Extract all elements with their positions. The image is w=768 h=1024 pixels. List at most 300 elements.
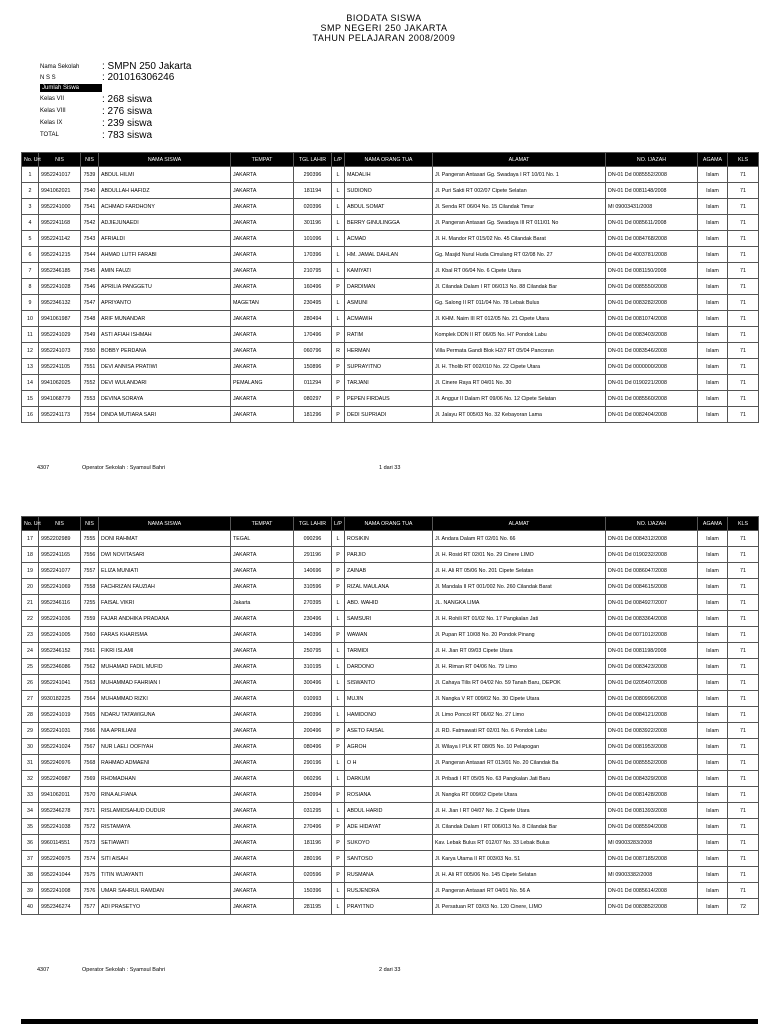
col-no-ijazah-cell: DN-01 Dd 0085560/2008 xyxy=(606,391,698,407)
col-nis-cell: 9952241031 xyxy=(39,723,81,739)
col-lp-cell: P xyxy=(332,547,345,563)
col-kls-cell: 71 xyxy=(728,851,759,867)
col-nama-orang-tua-cell: RUSJENDRA xyxy=(345,883,433,899)
col-alamat-cell: Villa Permata Gandi Blok H2/7 RT 05/04 Pancoran xyxy=(433,343,606,359)
col-tgl-lahir-cell: 080496 xyxy=(294,739,332,755)
col-nis-short-cell: 7570 xyxy=(81,787,99,803)
table-row xyxy=(22,263,759,279)
col-alamat-cell: Jl. Wilaya I PLK RT 08/05 No. 10 Pelapogan xyxy=(433,739,606,755)
col-tempat-cell: JAKARTA xyxy=(231,579,294,595)
total-label: TOTAL xyxy=(40,132,59,138)
col-alamat-cell: Jl. H. Tholib RT 002/010 No. 22 Cipete Utara xyxy=(433,359,606,375)
col-lp-cell: P xyxy=(332,627,345,643)
col-tempat-cell: JAKARTA xyxy=(231,835,294,851)
col-nama-orang-tua-cell: TARJANI xyxy=(345,375,433,391)
col-nis-short-cell: 7576 xyxy=(81,883,99,899)
col-lp-cell: P xyxy=(332,391,345,407)
col-tgl-lahir-cell: 281195 xyxy=(294,899,332,915)
col-nis-cell: 9952241028 xyxy=(39,279,81,295)
col-no-cell: 13 xyxy=(22,359,39,375)
col-no-cell: 1 xyxy=(22,167,39,183)
col-agama-cell: Islam xyxy=(698,851,728,867)
col-tgl-lahir-cell: 290396 xyxy=(294,167,332,183)
col-tempat-cell: JAKARTA xyxy=(231,563,294,579)
info-row-total xyxy=(40,129,191,141)
col-no-cell: 31 xyxy=(22,755,39,771)
col-no-ijazah-cell: DN-01 Dd 0000000/2008 xyxy=(606,359,698,375)
kelas8-value: : 276 siswa xyxy=(102,105,153,117)
table-row xyxy=(22,851,759,867)
col-lp-cell: L xyxy=(332,183,345,199)
col-tgl-lahir-cell: 210795 xyxy=(294,263,332,279)
table-row xyxy=(22,579,759,595)
col-nis-cell: 9952241215 xyxy=(39,247,81,263)
col-agama-cell: Islam xyxy=(698,407,728,423)
col-tempat-cell: JAKARTA xyxy=(231,659,294,675)
col-nama-orang-tua-cell: SUDIONO xyxy=(345,183,433,199)
col-tgl-lahir-cell: 020396 xyxy=(294,199,332,215)
col-no-cell: 18 xyxy=(22,547,39,563)
table-row xyxy=(22,867,759,883)
col-nama-siswa-cell: FAJAR ANDHIKA PRADANA xyxy=(99,611,231,627)
col-tgl-lahir-cell: 310195 xyxy=(294,659,332,675)
col-nis-short-cell: 7575 xyxy=(81,867,99,883)
col-no-ijazah-cell: DN-01 Dd 0086047/2008 xyxy=(606,563,698,579)
table-row xyxy=(22,295,759,311)
table-row xyxy=(22,563,759,579)
col-nis-cell: 9952241036 xyxy=(39,611,81,627)
header-col-lp: L/P xyxy=(332,153,345,167)
col-kls-cell: 71 xyxy=(728,531,759,547)
col-nama-orang-tua-cell: KAMIYATI xyxy=(345,263,433,279)
col-nis-cell: 9941062021 xyxy=(39,183,81,199)
col-nis-short-cell: 7551 xyxy=(81,359,99,375)
col-alamat-cell: Jl. H. Jian RT 09/03 Cipete Utara xyxy=(433,643,606,659)
col-tempat-cell: JAKARTA xyxy=(231,707,294,723)
col-nama-orang-tua-cell: BERRY GINULINGGA xyxy=(345,215,433,231)
col-tgl-lahir-cell: 160496 xyxy=(294,279,332,295)
col-agama-cell: Islam xyxy=(698,867,728,883)
col-nama-siswa-cell: APRILIA PANGGETU xyxy=(99,279,231,295)
col-nis-cell: 9952346278 xyxy=(39,803,81,819)
col-nis-short-cell: 7543 xyxy=(81,231,99,247)
col-lp-cell: L xyxy=(332,531,345,547)
col-nis-short-cell: 7574 xyxy=(81,851,99,867)
document-title xyxy=(0,13,768,43)
col-lp-cell: R xyxy=(332,343,345,359)
col-kls-cell: 71 xyxy=(728,771,759,787)
col-nis-short-cell: 7548 xyxy=(81,311,99,327)
col-nama-orang-tua-cell: PARJIO xyxy=(345,547,433,563)
col-nis-short-cell: 7564 xyxy=(81,691,99,707)
col-lp-cell: L xyxy=(332,883,345,899)
nss-value: : 201016306246 xyxy=(102,72,175,83)
col-nis-cell: 9952241024 xyxy=(39,739,81,755)
col-agama-cell: Islam xyxy=(698,231,728,247)
col-agama-cell: Islam xyxy=(698,183,728,199)
col-kls-cell: 71 xyxy=(728,883,759,899)
col-kls-cell: 71 xyxy=(728,755,759,771)
col-nama-siswa-cell: ABDULLAH HAFIDZ xyxy=(99,183,231,199)
col-nis-short-cell: 7558 xyxy=(81,579,99,595)
info-row-nss xyxy=(40,72,191,83)
col-nis-short-cell: 7571 xyxy=(81,803,99,819)
table-row xyxy=(22,311,759,327)
col-lp-cell: L xyxy=(332,899,345,915)
col-nama-orang-tua-cell: MADALIH xyxy=(345,167,433,183)
col-tempat-cell: MAGETAN xyxy=(231,295,294,311)
col-no-cell: 6 xyxy=(22,247,39,263)
header-col-no: No. Urt xyxy=(22,517,39,531)
col-nis-cell: 9952241142 xyxy=(39,231,81,247)
col-nama-orang-tua-cell: ASMUNI xyxy=(345,295,433,311)
footer-page-2: 2 dari 33 xyxy=(379,967,401,973)
col-tgl-lahir-cell: 060296 xyxy=(294,771,332,787)
col-no-ijazah-cell: DN-01 Dd 0085614/2008 xyxy=(606,883,698,899)
col-nama-siswa-cell: RINA ALFIANA xyxy=(99,787,231,803)
col-tgl-lahir-cell: 140396 xyxy=(294,627,332,643)
col-nis-cell: 9941062025 xyxy=(39,375,81,391)
table-row xyxy=(22,199,759,215)
col-nama-siswa-cell: RAHMAD ADMAENI xyxy=(99,755,231,771)
col-agama-cell: Islam xyxy=(698,531,728,547)
col-nama-orang-tua-cell: ACMAD xyxy=(345,231,433,247)
table-row xyxy=(22,675,759,691)
col-tempat-cell: JAKARTA xyxy=(231,899,294,915)
col-no-ijazah-cell: DN-01 Dd 0083922/2008 xyxy=(606,723,698,739)
col-nis-cell: 9952241017 xyxy=(39,167,81,183)
col-no-ijazah-cell: DN-01 Dd 0082404/2008 xyxy=(606,407,698,423)
col-nis-cell: 9952202989 xyxy=(39,531,81,547)
col-nama-siswa-cell: ELIZA MUNIATI xyxy=(99,563,231,579)
header-col-nama-siswa: NAMA SISWA xyxy=(99,517,231,531)
table-row xyxy=(22,183,759,199)
col-no-ijazah-cell: DN-01 Dd 0085552/2008 xyxy=(606,167,698,183)
col-agama-cell: Islam xyxy=(698,835,728,851)
title-line-3: TAHUN PELAJARAN 2008/2009 xyxy=(312,33,456,43)
col-nama-siswa-cell: DEVI WULANDARI xyxy=(99,375,231,391)
col-tempat-cell: JAKARTA xyxy=(231,167,294,183)
kelas9-label: Kelas IX xyxy=(40,120,63,126)
col-tgl-lahir-cell: 090296 xyxy=(294,531,332,547)
col-tgl-lahir-cell: 011294 xyxy=(294,375,332,391)
col-tempat-cell: JAKARTA xyxy=(231,343,294,359)
col-agama-cell: Islam xyxy=(698,343,728,359)
header-col-kls: KLS xyxy=(728,153,759,167)
info-row-jumlah xyxy=(40,83,191,93)
col-nama-siswa-cell: DEVI ANNISA PRATIWI xyxy=(99,359,231,375)
col-tgl-lahir-cell: 101096 xyxy=(294,231,332,247)
header-col-lp: L/P xyxy=(332,517,345,531)
col-nama-siswa-cell: SITI AISAH xyxy=(99,851,231,867)
header-col-agama: AGAMA xyxy=(698,517,728,531)
col-tempat-cell: JAKARTA xyxy=(231,407,294,423)
col-nis-cell: 9952240987 xyxy=(39,771,81,787)
col-agama-cell: Islam xyxy=(698,643,728,659)
col-lp-cell: P xyxy=(332,723,345,739)
table-row xyxy=(22,231,759,247)
col-nis-short-cell: 7555 xyxy=(81,531,99,547)
table-header xyxy=(22,517,759,531)
col-lp-cell: P xyxy=(332,867,345,883)
col-nis-cell: 9952241019 xyxy=(39,707,81,723)
col-kls-cell: 71 xyxy=(728,867,759,883)
col-alamat-cell: Jl. Pangeran Antasari RT 013/01 No. 20 Cilandak Ba xyxy=(433,755,606,771)
col-agama-cell: Islam xyxy=(698,659,728,675)
col-no-ijazah-cell: DN-01 Dd 0084329/2008 xyxy=(606,771,698,787)
col-tgl-lahir-cell: 230496 xyxy=(294,611,332,627)
col-alamat-cell: Jl. H. Ali RT 005/06 No. 145 Cipete Selatan xyxy=(433,867,606,883)
col-nama-siswa-cell: MUHAMMAD RIZKI xyxy=(99,691,231,707)
col-nis-cell: 9952241038 xyxy=(39,819,81,835)
col-tgl-lahir-cell: 150396 xyxy=(294,883,332,899)
col-no-ijazah-cell: DN-01 Dd 0081148/2008 xyxy=(606,183,698,199)
col-no-cell: 26 xyxy=(22,675,39,691)
col-nama-orang-tua-cell: SISWANTO xyxy=(345,675,433,691)
col-no-ijazah-cell: DN-01 Dd 0085552/2008 xyxy=(606,755,698,771)
col-nis-cell: 9952346152 xyxy=(39,643,81,659)
col-nis-short-cell: 7568 xyxy=(81,755,99,771)
col-nis-short-cell: 7557 xyxy=(81,563,99,579)
col-tgl-lahir-cell: 290396 xyxy=(294,707,332,723)
col-tempat-cell: JAKARTA xyxy=(231,279,294,295)
col-kls-cell: 71 xyxy=(728,835,759,851)
col-agama-cell: Islam xyxy=(698,263,728,279)
col-agama-cell: Islam xyxy=(698,819,728,835)
col-alamat-cell: Jl. Mandala II RT 001/002 No. 260 Cilandak Barat xyxy=(433,579,606,595)
header-col-nama-orang-tua: NAMA ORANG TUA xyxy=(345,153,433,167)
col-lp-cell: P xyxy=(332,359,345,375)
col-no-cell: 19 xyxy=(22,563,39,579)
col-nis-short-cell: 7550 xyxy=(81,343,99,359)
col-kls-cell: 71 xyxy=(728,359,759,375)
col-alamat-cell: Jl. Karya Utama II RT 003/03 No. 51 xyxy=(433,851,606,867)
col-lp-cell: L xyxy=(332,659,345,675)
col-nis-cell: 9952241168 xyxy=(39,215,81,231)
col-tempat-cell: JAKARTA xyxy=(231,327,294,343)
col-tgl-lahir-cell: 170496 xyxy=(294,327,332,343)
col-no-ijazah-cell: DN-01 Dd 0071012/2008 xyxy=(606,627,698,643)
col-nis-cell: 9941068779 xyxy=(39,391,81,407)
col-nis-short-cell: 7573 xyxy=(81,835,99,851)
col-nis-short-cell: 7552 xyxy=(81,375,99,391)
col-tempat-cell: JAKARTA xyxy=(231,311,294,327)
col-alamat-cell: Jl. Nangka RT 009/02 Cipete Utara xyxy=(433,787,606,803)
col-nis-short-cell: 7554 xyxy=(81,407,99,423)
col-tgl-lahir-cell: 140696 xyxy=(294,563,332,579)
nss-label: N S S xyxy=(40,74,56,81)
nama-sekolah-label: Nama Sekolah xyxy=(40,63,80,70)
col-nis-short-cell: 7255 xyxy=(81,595,99,611)
col-nis-cell: 9941061987 xyxy=(39,311,81,327)
col-alamat-cell: Komplek DDN II RT 06/05 No. H7 Pondok Labu xyxy=(433,327,606,343)
col-lp-cell: L xyxy=(332,167,345,183)
col-nama-siswa-cell: FACHRIZAN FAUZIAH xyxy=(99,579,231,595)
col-alamat-cell: Jl. Cilandak Dalam I RT 006/013 No. 8 Cilandak Bar xyxy=(433,819,606,835)
col-no-ijazah-cell: DN-01 Dd 0084121/2008 xyxy=(606,707,698,723)
col-lp-cell: L xyxy=(332,215,345,231)
header-col-alamat: ALAMAT xyxy=(433,153,606,167)
col-nama-orang-tua-cell: DARDONO xyxy=(345,659,433,675)
col-tgl-lahir-cell: 080297 xyxy=(294,391,332,407)
col-nama-orang-tua-cell: HERMAN xyxy=(345,343,433,359)
col-tempat-cell: JAKARTA xyxy=(231,755,294,771)
col-tempat-cell: JAKARTA xyxy=(231,723,294,739)
col-tempat-cell: JAKARTA xyxy=(231,867,294,883)
col-tempat-cell: JAKARTA xyxy=(231,391,294,407)
col-alamat-cell: Jl. Senda RT 06/04 No. 15 Cilandak Timur xyxy=(433,199,606,215)
header-col-no-ijazah: NO. IJAZAH xyxy=(606,517,698,531)
col-agama-cell: Islam xyxy=(698,803,728,819)
info-row-kelas8 xyxy=(40,105,191,117)
col-nama-siswa-cell: AHMAD LUTFI FARABI xyxy=(99,247,231,263)
col-alamat-cell: Jl. KHM. Naim III RT 012/05 No. 21 Cipete Utara xyxy=(433,311,606,327)
col-no-ijazah-cell: DN-01 Dd 0081074/2008 xyxy=(606,311,698,327)
col-no-cell: 39 xyxy=(22,883,39,899)
col-nama-orang-tua-cell: HM. JAMAL DAHLAN xyxy=(345,247,433,263)
col-kls-cell: 71 xyxy=(728,707,759,723)
col-agama-cell: Islam xyxy=(698,215,728,231)
header-col-nis: NIS xyxy=(39,153,81,167)
col-kls-cell: 71 xyxy=(728,183,759,199)
col-tempat-cell: JAKARTA xyxy=(231,547,294,563)
col-tgl-lahir-cell: 280196 xyxy=(294,851,332,867)
col-nama-orang-tua-cell: DARDIMAN xyxy=(345,279,433,295)
col-lp-cell: L xyxy=(332,675,345,691)
col-agama-cell: Islam xyxy=(698,391,728,407)
col-tgl-lahir-cell: 181194 xyxy=(294,183,332,199)
col-nama-siswa-cell: ABDUL HILMI xyxy=(99,167,231,183)
col-no-ijazah-cell: DN-01 Dd 0081198/2008 xyxy=(606,643,698,659)
header-col-no: No. Urt xyxy=(22,153,39,167)
col-nis-short-cell: 7569 xyxy=(81,771,99,787)
col-nama-orang-tua-cell: PEPEN FIRDAUS xyxy=(345,391,433,407)
header-col-nis-short: NIS xyxy=(81,153,99,167)
school-info xyxy=(40,61,191,141)
col-nama-orang-tua-cell: WAWAN xyxy=(345,627,433,643)
table-row xyxy=(22,595,759,611)
table-row xyxy=(22,343,759,359)
col-lp-cell: P xyxy=(332,407,345,423)
col-alamat-cell: Jl. H. Ali RT 05/06 No. 201 Cipete Selatan xyxy=(433,563,606,579)
col-nama-orang-tua-cell: MUJIN xyxy=(345,691,433,707)
col-lp-cell: L xyxy=(332,231,345,247)
header-col-nama-orang-tua: NAMA ORANG TUA xyxy=(345,517,433,531)
col-no-ijazah-cell: DN-01 Dd 0084615/2008 xyxy=(606,579,698,595)
col-nama-orang-tua-cell: HAMIDONO xyxy=(345,707,433,723)
footer-code-2: 4307 xyxy=(37,967,50,973)
col-nis-cell: 9952241077 xyxy=(39,563,81,579)
col-agama-cell: Islam xyxy=(698,883,728,899)
col-nama-siswa-cell: FIKRI ISLAMI xyxy=(99,643,231,659)
header-col-tempat: TEMPAT xyxy=(231,153,294,167)
col-tempat-cell: JAKARTA xyxy=(231,883,294,899)
next-page-table-header-edge xyxy=(21,1019,758,1024)
col-agama-cell: Islam xyxy=(698,723,728,739)
col-alamat-cell: Jl. Puri Sakti RT 002/07 Cipete Selatan xyxy=(433,183,606,199)
col-lp-cell: P xyxy=(332,787,345,803)
col-nis-cell: 9952241044 xyxy=(39,867,81,883)
col-nama-siswa-cell: NDARU TATAWIGUNA xyxy=(99,707,231,723)
col-alamat-cell: Gg. Salong II RT 011/04 No. 78 Lebak Bulus xyxy=(433,295,606,311)
col-tempat-cell: TEGAL xyxy=(231,531,294,547)
col-alamat-cell: Jl. Nangka V RT 009/02 No. 30 Cipete Utara xyxy=(433,691,606,707)
col-tgl-lahir-cell: 181196 xyxy=(294,835,332,851)
col-no-cell: 38 xyxy=(22,867,39,883)
col-nis-short-cell: 7541 xyxy=(81,199,99,215)
col-tgl-lahir-cell: 181296 xyxy=(294,407,332,423)
col-no-cell: 37 xyxy=(22,851,39,867)
title-line-1: BIODATA SISWA xyxy=(346,13,422,23)
col-agama-cell: Islam xyxy=(698,691,728,707)
table-row xyxy=(22,899,759,915)
col-tgl-lahir-cell: 250795 xyxy=(294,643,332,659)
col-nis-short-cell: 7553 xyxy=(81,391,99,407)
col-agama-cell: Islam xyxy=(698,787,728,803)
col-no-ijazah-cell: DN-01 Dd 0083403/2008 xyxy=(606,327,698,343)
col-nis-cell: 9952240976 xyxy=(39,755,81,771)
col-kls-cell: 71 xyxy=(728,579,759,595)
table-row xyxy=(22,407,759,423)
jumlah-siswa-label: Jumlah Siswa xyxy=(40,84,102,92)
col-tempat-cell: JAKARTA xyxy=(231,643,294,659)
col-nama-orang-tua-cell: DARKUM xyxy=(345,771,433,787)
col-no-cell: 20 xyxy=(22,579,39,595)
col-nama-orang-tua-cell: ABDUL HARID xyxy=(345,803,433,819)
col-nis-cell: 9952241005 xyxy=(39,627,81,643)
col-nis-cell: 9952241173 xyxy=(39,407,81,423)
col-nis-cell: 9952241041 xyxy=(39,675,81,691)
col-nama-siswa-cell: DWI NOVITASARI xyxy=(99,547,231,563)
col-tempat-cell: JAKARTA xyxy=(231,263,294,279)
col-agama-cell: Islam xyxy=(698,167,728,183)
col-tgl-lahir-cell: 170396 xyxy=(294,247,332,263)
col-no-cell: 24 xyxy=(22,643,39,659)
col-kls-cell: 71 xyxy=(728,819,759,835)
col-nis-short-cell: 7563 xyxy=(81,675,99,691)
col-agama-cell: Islam xyxy=(698,595,728,611)
col-nis-short-cell: 7560 xyxy=(81,627,99,643)
col-kls-cell: 71 xyxy=(728,295,759,311)
col-tgl-lahir-cell: 310596 xyxy=(294,579,332,595)
table-row xyxy=(22,627,759,643)
col-nama-siswa-cell: DONI RAHMAT xyxy=(99,531,231,547)
col-agama-cell: Islam xyxy=(698,359,728,375)
header-col-agama: AGAMA xyxy=(698,153,728,167)
col-lp-cell: L xyxy=(332,263,345,279)
header-col-kls: KLS xyxy=(728,517,759,531)
col-nama-orang-tua-cell: AGROH xyxy=(345,739,433,755)
table-row xyxy=(22,611,759,627)
col-no-cell: 29 xyxy=(22,723,39,739)
col-nis-short-cell: 7566 xyxy=(81,723,99,739)
col-no-cell: 3 xyxy=(22,199,39,215)
col-nama-orang-tua-cell: RATIM xyxy=(345,327,433,343)
col-no-ijazah-cell: MI 09003382/2008 xyxy=(606,867,698,883)
col-lp-cell: P xyxy=(332,579,345,595)
col-nis-cell: 9952241000 xyxy=(39,199,81,215)
col-kls-cell: 71 xyxy=(728,263,759,279)
col-nis-cell: 9960114551 xyxy=(39,835,81,851)
col-alamat-cell: Jl. Pupan RT 10/08 No. 20 Pondok Pinang xyxy=(433,627,606,643)
table-header xyxy=(22,153,759,167)
kelas8-label: Kelas VIII xyxy=(40,108,66,114)
col-no-ijazah-cell: DN-01 Dd 0083852/2008 xyxy=(606,899,698,915)
col-alamat-cell: Gg. Masjid Nurul Huda Cimulang RT 02/08 No. 27 xyxy=(433,247,606,263)
col-kls-cell: 71 xyxy=(728,327,759,343)
col-nama-orang-tua-cell: ROSIKIN xyxy=(345,531,433,547)
col-agama-cell: Islam xyxy=(698,755,728,771)
